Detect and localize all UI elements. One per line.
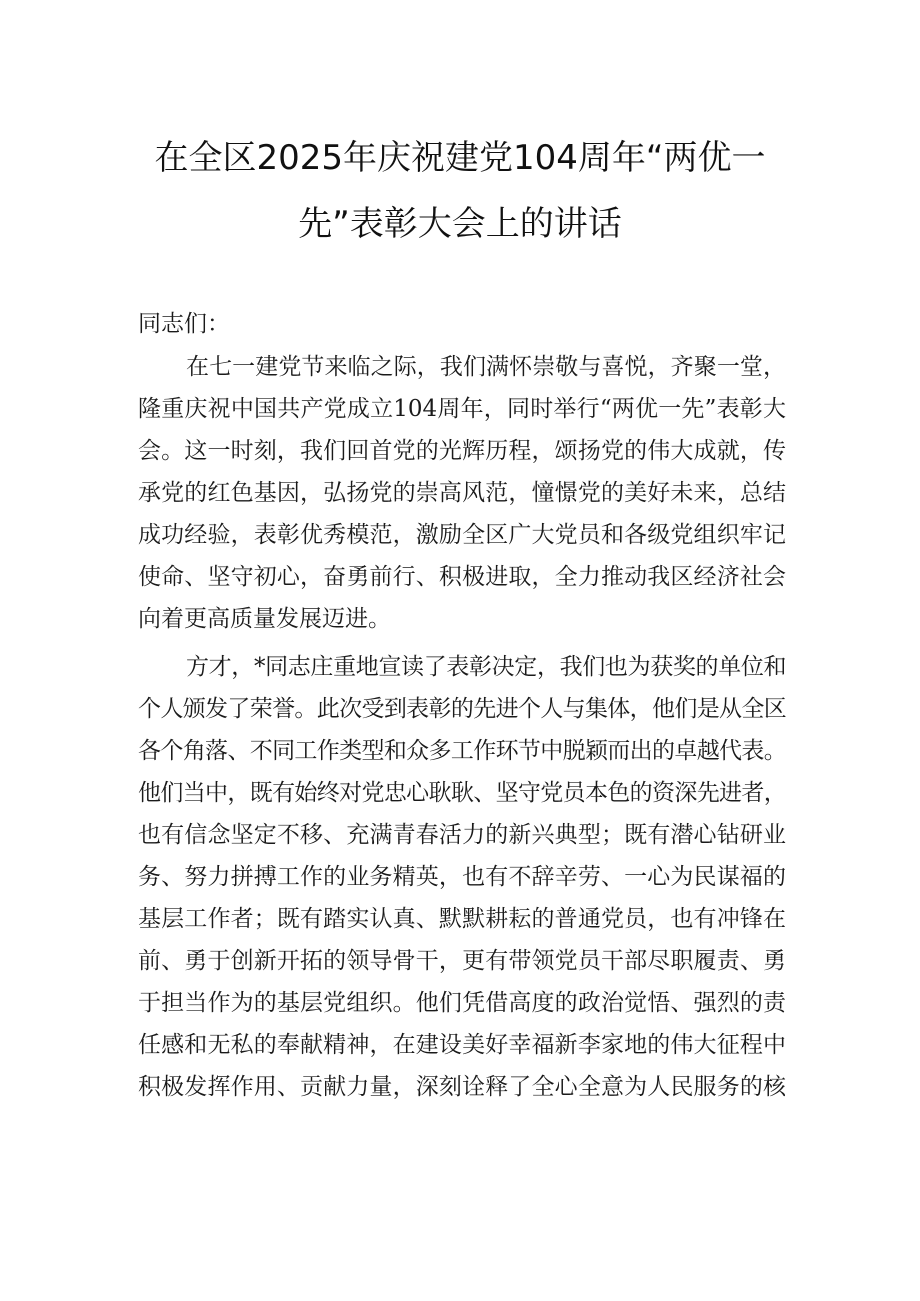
paragraph-2-line: 个人颁发了荣誉。此次受到表彰的先进个人与集体，他们是从全区 [138, 696, 786, 722]
paragraph-2-line: 基层工作者；既有踏实认真、默默耕耘的普通党员，也有冲锋在 [138, 906, 786, 932]
paragraph-1-line: 使命、坚守初心，奋勇前行、积极进取，全力推动我区经济社会 [138, 564, 786, 590]
paragraph-2-line: 于担当作为的基层党组织。他们凭借高度的政治觉悟、强烈的责 [138, 990, 786, 1016]
paragraph-1-line: 隆重庆祝中国共产党成立104周年，同时举行“两优一先”表彰大 [138, 396, 786, 422]
paragraph-1-line: 成功经验，表彰优秀模范，激励全区广大党员和各级党组织牢记 [138, 522, 786, 548]
paragraph-2-line: 任感和无私的奉献精神，在建设美好幸福新李家地的伟大征程中 [138, 1032, 786, 1058]
paragraph-2-line: 他们当中，既有始终对党忠心耿耿、坚守党员本色的资深先进者， [138, 780, 786, 806]
title-line-1: 在全区2025年庆祝建党104周年“两优一 [154, 138, 766, 178]
paragraph-1-line: 会。这一时刻，我们回首党的光辉历程，颂扬党的伟大成就，传 [138, 438, 786, 464]
paragraph-1-line: 承党的红色基因，弘扬党的崇高风范，憧憬党的美好未来，总结 [138, 480, 786, 506]
salutation: 同志们： [138, 311, 230, 337]
paragraph-2-line: 方才，*同志庄重地宣读了表彰决定，我们也为获奖的单位和 [186, 654, 786, 680]
paragraph-2-line: 前、勇于创新开拓的领导骨干，更有带领党员干部尽职履责、勇 [138, 948, 786, 974]
paragraph-2-line: 也有信念坚定不移、充满青春活力的新兴典型；既有潜心钻研业 [138, 822, 786, 848]
paragraph-2-line: 积极发挥作用、贡献力量，深刻诠释了全心全意为人民服务的核 [138, 1074, 786, 1100]
title-line-2: 先”表彰大会上的讲话 [298, 204, 622, 244]
paragraph-1-line: 在七一建党节来临之际，我们满怀崇敬与喜悦，齐聚一堂， [186, 354, 786, 380]
paragraph-1-line: 向着更高质量发展迈进。 [138, 606, 391, 632]
paragraph-2-line: 各个角落、不同工作类型和众多工作环节中脱颖而出的卓越代表。 [138, 738, 786, 764]
paragraph-2-line: 务、努力拼搏工作的业务精英，也有不辞辛劳、一心为民谋福的 [138, 864, 786, 890]
